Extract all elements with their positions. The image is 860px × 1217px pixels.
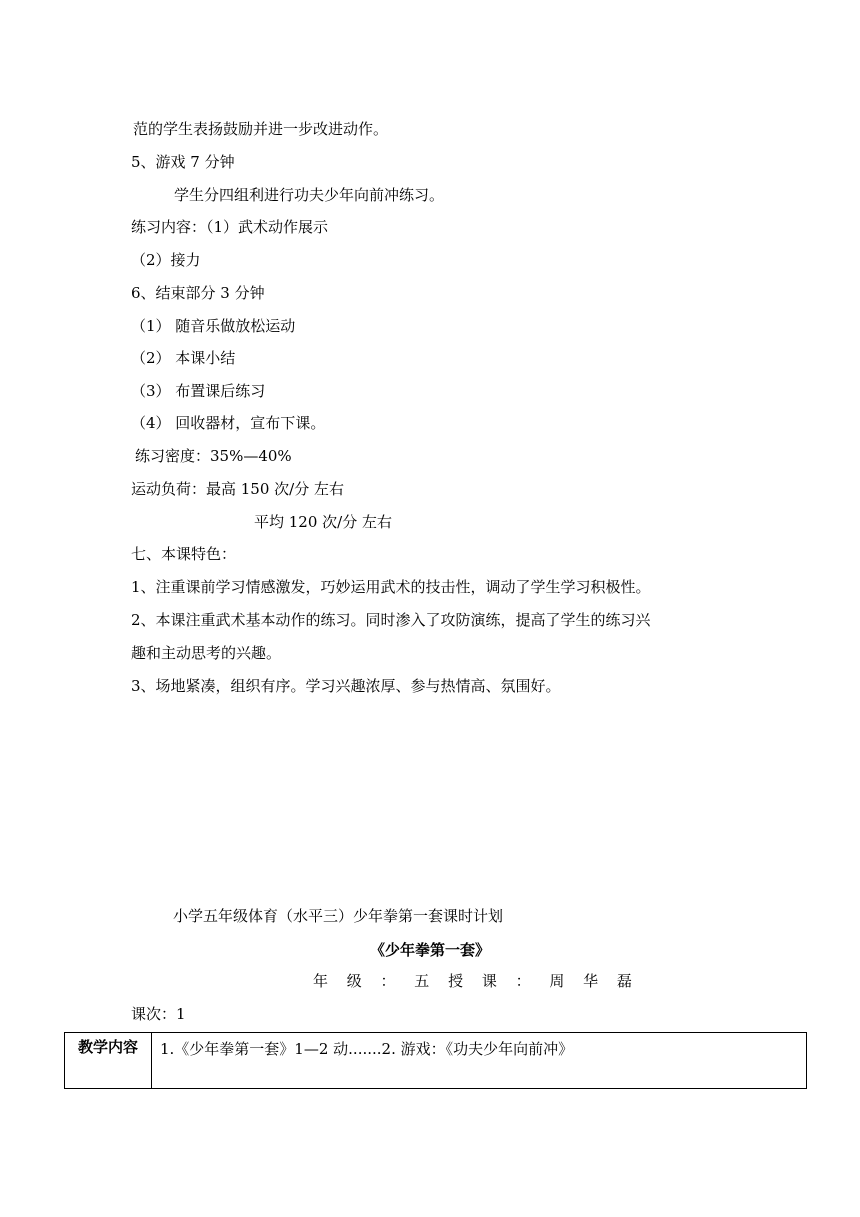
text-line: 运动负荷：最高 150 次/分 左右 [131,480,344,498]
text-line: （2） 本课小结 [131,349,236,367]
table-content-cell [152,1033,807,1089]
text-line: 七、本课特色： [131,545,237,563]
table-content-text: 1.《少年拳第一套》1—2 动.......2. 游戏：《功夫少年向前冲》 [160,1040,574,1058]
text-line: 范的学生表扬鼓励并进一步改进动作。 [133,120,389,138]
text-line: 3、场地紧凑，组织有序。学习兴趣浓厚、参与热情高、氛围好。 [131,677,561,695]
text-line: （1） 随音乐做放松运动 [131,317,296,335]
lesson-number: 课次：1 [131,1005,186,1023]
plan-title: 小学五年级体育（水平三）少年拳第一套课时计划 [173,907,504,925]
text-line: 5、游戏 7 分钟 [131,153,235,171]
text-line: 练习内容：（1）武术动作展示 [131,218,329,236]
text-line: 平均 120 次/分 左右 [254,513,392,531]
plan-subtitle: 《少年拳第一套》 [369,941,490,959]
text-line: 6、结束部分 3 分钟 [131,284,265,302]
table-row [65,1033,807,1089]
text-line: 趣和主动思考的兴趣。 [131,644,282,662]
text-line: 1、注重课前学习情感激发，巧妙运用武术的技击性，调动了学生学习积极性。 [131,578,651,596]
table-header-label: 教学内容 [77,1038,138,1056]
text-line: （4） 回收器材，宣布下课。 [131,414,326,432]
text-line: 学生分四组利进行功夫少年向前冲练习。 [174,186,445,204]
grade-teacher-line: 年 级 ： 五 授 课 ： 周 华 磊 [313,972,639,990]
text-line: （3） 布置课后练习 [131,382,266,400]
table-header-cell [65,1033,152,1089]
text-line: 2、本课注重武术基本动作的练习。同时渗入了攻防演练，提高了学生的练习兴 [131,611,651,629]
text-line: 练习密度：35%—40% [135,447,292,465]
text-line: （2）接力 [131,251,201,269]
lesson-content-table [64,1032,807,1089]
